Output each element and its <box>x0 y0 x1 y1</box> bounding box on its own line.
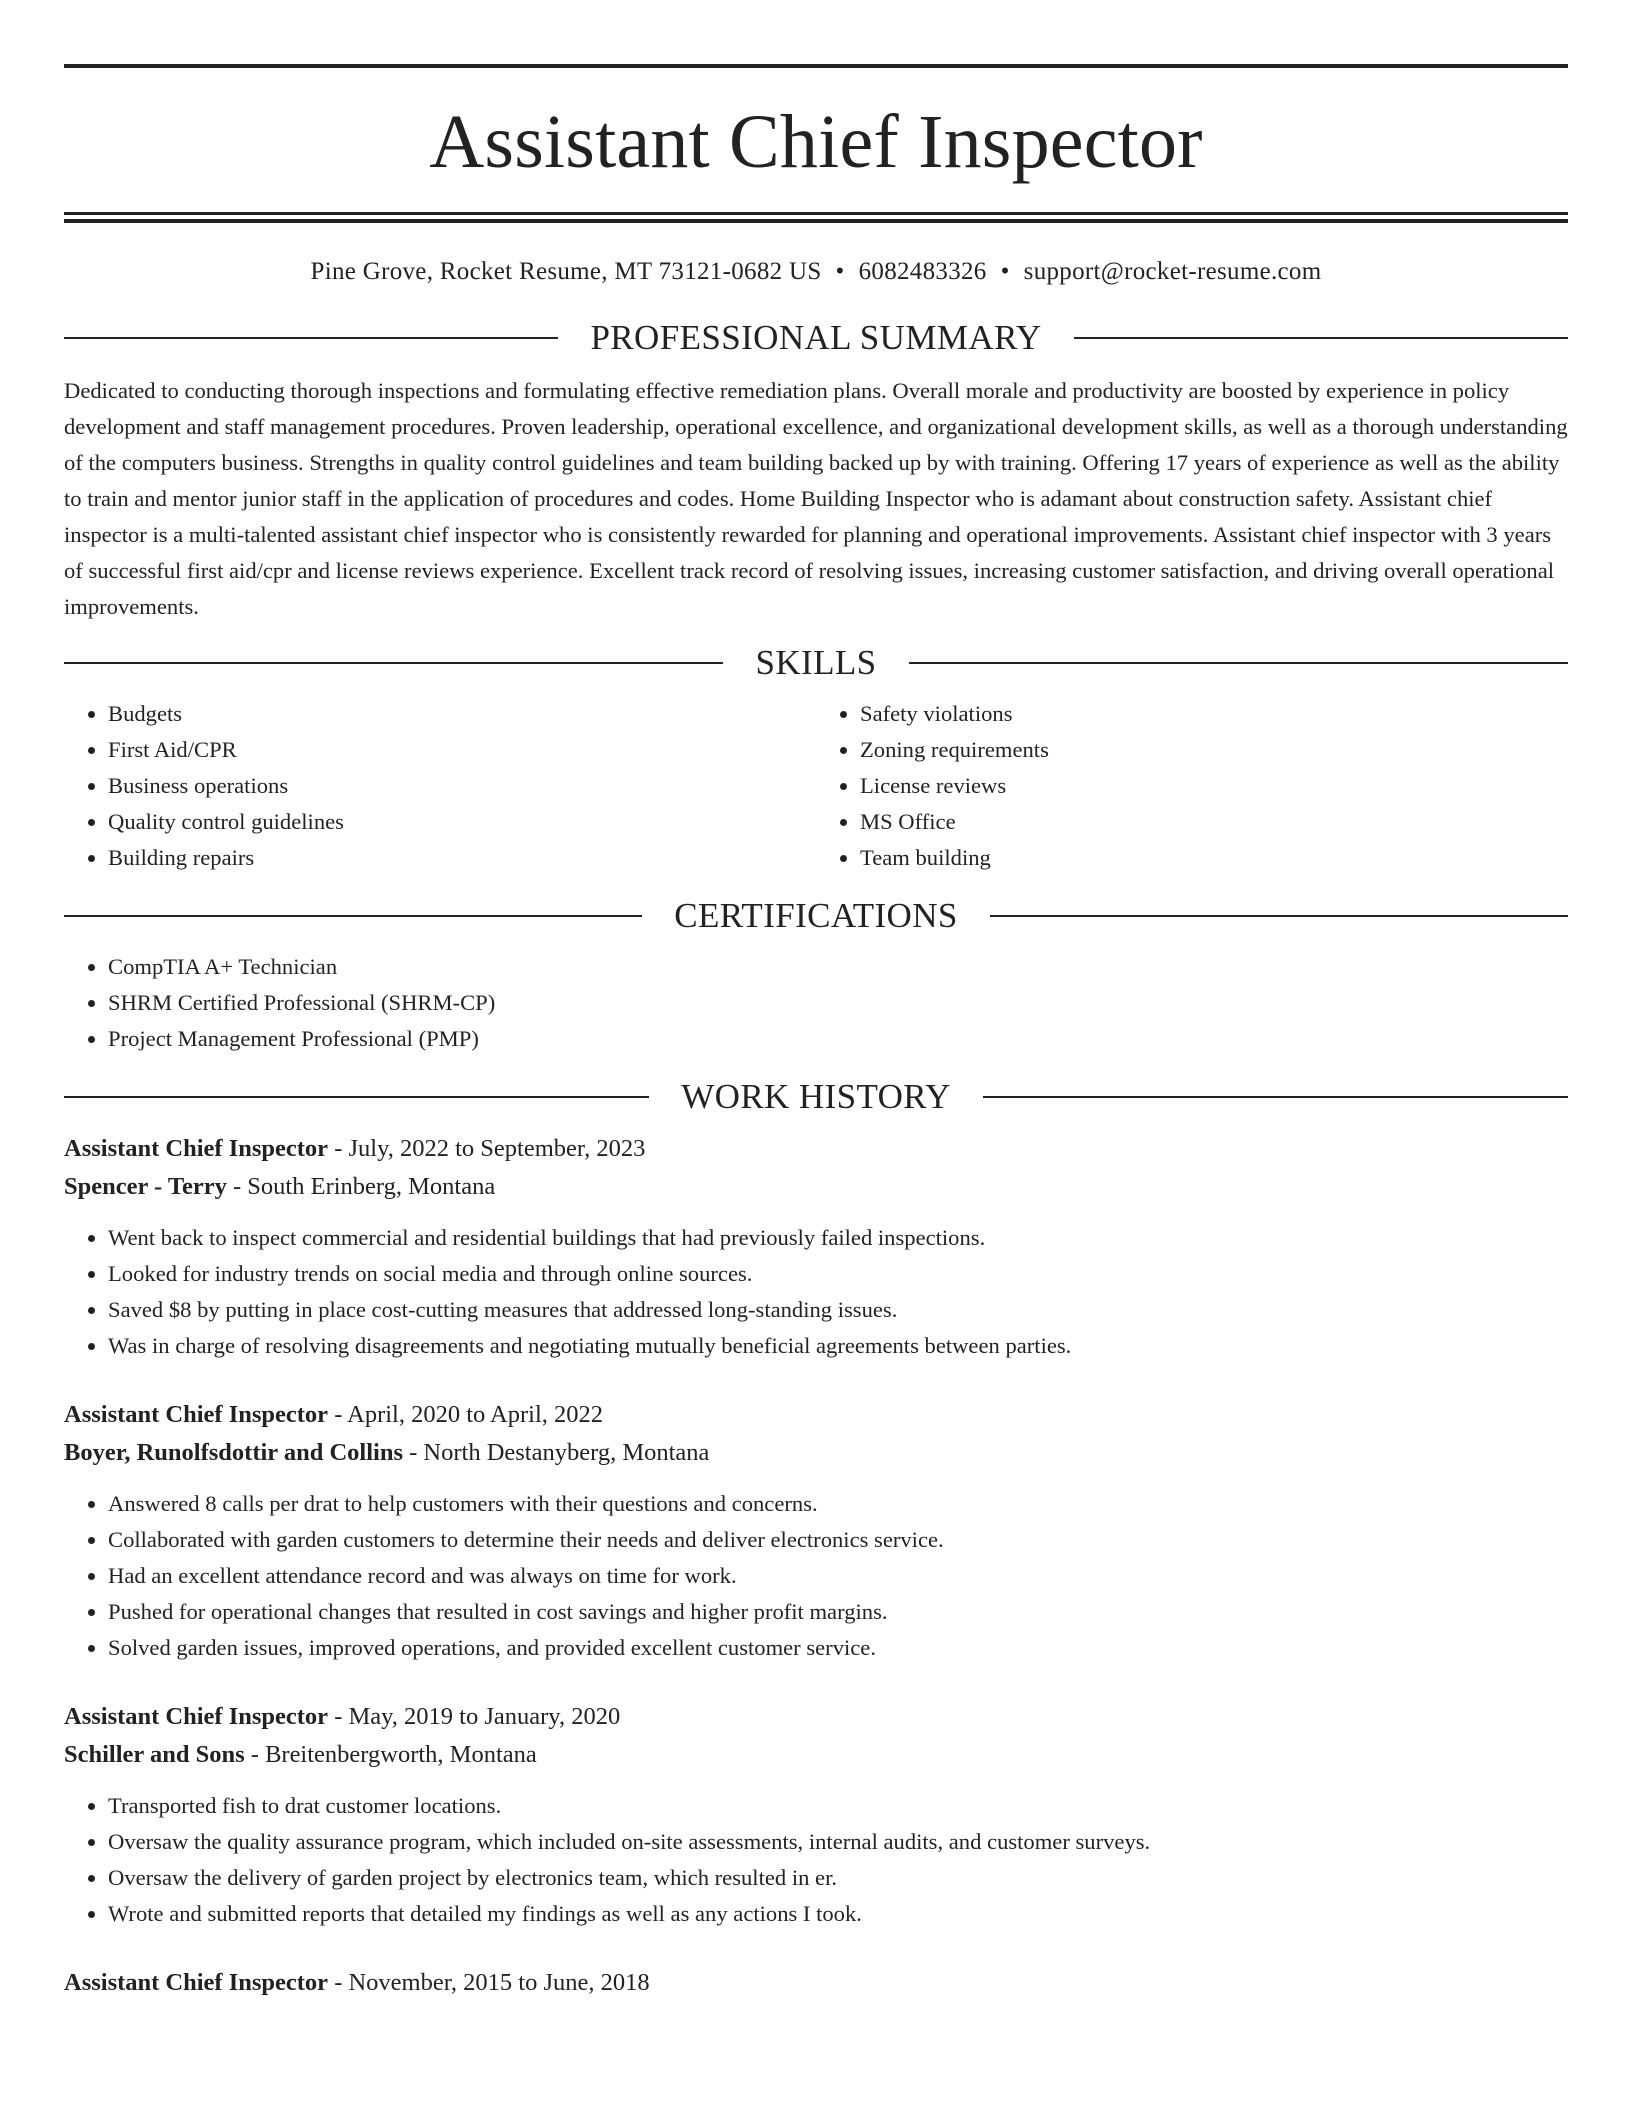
job-title: Assistant Chief Inspector <box>64 1401 329 1428</box>
certification-item: • SHRM Certified Professional (SHRM-CP) <box>108 985 1568 1021</box>
job-bullet: • Collaborated with garden customers to determine their needs and deliver electronics service. <box>108 1522 1568 1558</box>
job-location: Breitenbergworth, Montana <box>265 1741 537 1768</box>
top-rule <box>64 64 1568 68</box>
job-entry <box>64 1698 1568 1932</box>
contact-line <box>64 259 1568 284</box>
job-dates: November, 2015 to June, 2018 <box>348 1969 650 1996</box>
dash: - <box>328 1969 349 1996</box>
skill-item: • Team building <box>860 840 1568 876</box>
job-company-line <box>64 1736 1568 1774</box>
job-bullet: • Looked for industry trends on social media and through online sources. <box>108 1256 1568 1292</box>
job-bullet: • Oversaw the delivery of garden project by electronics team, which resulted in er. <box>108 1860 1568 1896</box>
summary-heading: PROFESSIONAL SUMMARY <box>590 318 1042 357</box>
job-entry <box>64 1964 1568 2002</box>
certifications-list <box>64 949 1568 1057</box>
job-bullet: • Transported fish to drat customer locations. <box>108 1788 1568 1824</box>
job-bullet: • Oversaw the quality assurance program, which included on-site assessments, internal audits, and customer surveys. <box>108 1824 1568 1860</box>
job-company: Boyer, Runolfsdottir and Collins <box>64 1439 403 1466</box>
job-title: Assistant Chief Inspector <box>64 1135 329 1162</box>
job-bullet: • Was in charge of resolving disagreements and negotiating mutually beneficial agreements between parties. <box>108 1328 1568 1364</box>
job-title-line <box>64 1964 1568 2002</box>
job-bullet: • Had an excellent attendance record and was always on time for work. <box>108 1558 1568 1594</box>
skill-item: • License reviews <box>860 768 1568 804</box>
job-bullet: • Wrote and submitted reports that detailed my findings as well as any actions I took. <box>108 1896 1568 1932</box>
job-title-line <box>64 1698 1568 1736</box>
heading-rule-left <box>64 915 642 917</box>
job-entry <box>64 1130 1568 1364</box>
job-bullets <box>64 1788 1568 1932</box>
dash: - <box>226 1173 248 1200</box>
heading-rule-left <box>64 662 723 664</box>
summary-text: Dedicated to conducting thorough inspections and formulating effective remediation plans. Overall morale and productivity are boosted by experience in policy development and staff management procedures. Proven leadership, operational excellence, and organizational development skills, as well as a thorough understanding of the computers business. Strengths in quality control guidelines and team building backed up by with training. Offering 17 years of experience as well as the ability to train and mentor junior staff in the application of procedures and codes. Home Building Inspector who is adamant about construction safety. Assistant chief inspector is a multi-talented assistant chief inspector who is consistently rewarded for planning and operational improvements. Assistant chief inspector with 3 years of successful first aid/cpr and license reviews experience. Excellent track record of resolving issues, increasing customer satisfaction, and driving overall operational improvements. <box>64 378 1568 619</box>
skills-list-right <box>816 696 1568 876</box>
skills-heading-row <box>64 645 1568 680</box>
heading-rule-left <box>64 1096 649 1098</box>
job-title: Assistant Chief Inspector <box>64 1703 329 1730</box>
job-dates: July, 2022 to September, 2023 <box>348 1135 646 1162</box>
heading-rule-right <box>1074 337 1568 339</box>
certification-item: • CompTIA A+ Technician <box>108 949 1568 985</box>
certifications-heading: CERTIFICATIONS <box>674 896 958 935</box>
job-bullet: • Solved garden issues, improved operations, and provided excellent customer service. <box>108 1630 1568 1666</box>
skill-item: • MS Office <box>860 804 1568 840</box>
job-title-line <box>64 1396 1568 1434</box>
skill-item: • Business operations <box>108 768 816 804</box>
contact-phone: 6082483326 <box>858 258 987 285</box>
resume-title: Assistant Chief Inspector <box>429 100 1203 184</box>
dash: - <box>328 1135 349 1162</box>
resume-page <box>64 64 1568 2002</box>
job-dates: April, 2020 to April, 2022 <box>347 1401 604 1428</box>
heading-rule-right <box>990 915 1568 917</box>
contact-separator: • <box>1000 258 1010 285</box>
job-bullet: • Pushed for operational changes that resulted in cost savings and higher profit margins. <box>108 1594 1568 1630</box>
job-company: Schiller and Sons <box>64 1741 245 1768</box>
skill-item: • Budgets <box>108 696 816 732</box>
job-dates: May, 2019 to January, 2020 <box>348 1703 621 1730</box>
job-bullet: • Answered 8 calls per drat to help customers with their questions and concerns. <box>108 1486 1568 1522</box>
job-entry <box>64 1396 1568 1666</box>
summary-heading-row <box>64 320 1568 355</box>
dash: - <box>403 1439 424 1466</box>
job-bullets <box>64 1220 1568 1364</box>
certification-item: • Project Management Professional (PMP) <box>108 1021 1568 1057</box>
skills-columns <box>64 696 1568 876</box>
skill-item: • Zoning requirements <box>860 732 1568 768</box>
job-company-line <box>64 1168 1568 1206</box>
title-double-rule <box>64 212 1568 223</box>
job-bullet: • Went back to inspect commercial and residential buildings that had previously failed inspections. <box>108 1220 1568 1256</box>
dash: - <box>328 1401 348 1428</box>
skills-heading: SKILLS <box>755 643 877 682</box>
job-bullet: • Saved $8 by putting in place cost-cutting measures that addressed long-standing issues. <box>108 1292 1568 1328</box>
contact-address: Pine Grove, Rocket Resume, MT 73121-0682 US <box>310 258 822 285</box>
work-heading: WORK HISTORY <box>681 1077 951 1116</box>
skill-item: • Building repairs <box>108 840 816 876</box>
heading-rule-right <box>909 662 1568 664</box>
job-title-line <box>64 1130 1568 1168</box>
job-company: Spencer - Terry <box>64 1173 227 1200</box>
job-title: Assistant Chief Inspector <box>64 1969 329 1996</box>
skill-item: • Safety violations <box>860 696 1568 732</box>
contact-separator: • <box>835 258 845 285</box>
dash: - <box>244 1741 266 1768</box>
contact-email: support@rocket-resume.com <box>1023 258 1322 285</box>
dash: - <box>328 1703 349 1730</box>
skill-item: • First Aid/CPR <box>108 732 816 768</box>
heading-rule-right <box>983 1096 1568 1098</box>
job-location: South Erinberg, Montana <box>247 1173 496 1200</box>
job-company-line <box>64 1434 1568 1472</box>
certifications-heading-row <box>64 898 1568 933</box>
work-heading-row <box>64 1079 1568 1114</box>
job-bullets <box>64 1486 1568 1666</box>
job-location: North Destanyberg, Montana <box>423 1439 710 1466</box>
skill-item: • Quality control guidelines <box>108 804 816 840</box>
heading-rule-left <box>64 337 558 339</box>
skills-list-left <box>64 696 816 876</box>
